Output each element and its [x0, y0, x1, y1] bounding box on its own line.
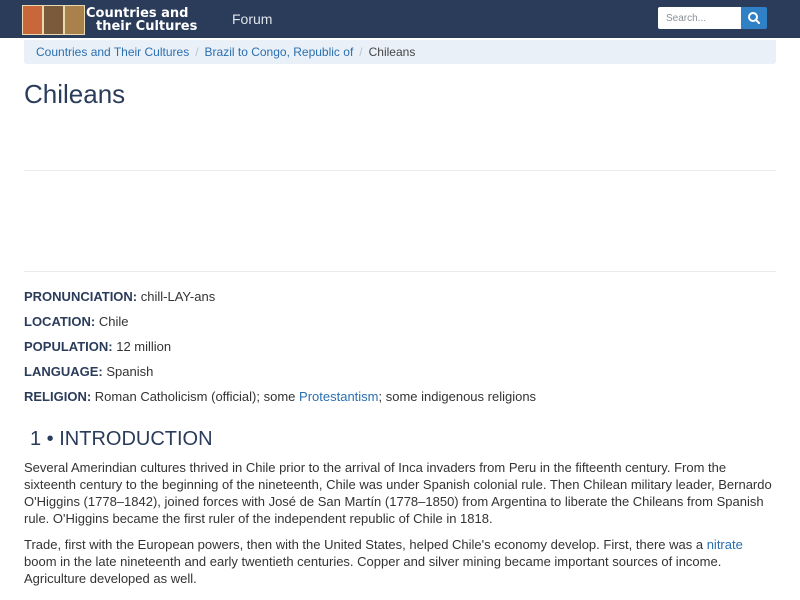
- divider: [24, 271, 776, 272]
- search-button[interactable]: [741, 7, 767, 29]
- breadcrumb-separator: /: [359, 45, 363, 59]
- logo-tile-icon: [43, 5, 64, 35]
- paragraph: Trade, first with the European powers, then with the United States, helped Chile's economy develop. First, there was a nitrate boom in the late nineteenth and early twentieth centuries. Copper and silver mining became important sources of income. Agriculture developed as well.: [24, 537, 743, 586]
- fact-pronunciation: PRONUNCIATION: chill-LAY-ans: [24, 289, 216, 304]
- breadcrumb-separator: /: [195, 45, 199, 59]
- fact-population: POPULATION: 12 million: [24, 339, 172, 354]
- fact-location: LOCATION: Chile: [24, 314, 129, 329]
- breadcrumb-item-brazil-to-congo[interactable]: Brazil to Congo, Republic of: [204, 45, 354, 59]
- logo-tile-icon: [64, 5, 85, 35]
- logo-text: Countries and their Cultures: [86, 6, 198, 34]
- breadcrumb: [24, 40, 776, 64]
- divider: [24, 170, 776, 171]
- paragraph: Several Amerindian cultures thrived in Chile prior to the arrival of Inca invaders from Peru in the fifteenth century. From the sixteenth century to the beginning of the nineteenth, Chile was under Spanish colonial rule. Then Chilean military leader, Bernardo O'Higgins (1778–1842), joined forces with José de San Martín (1778–1850) from Argentina to liberate the Chileans from Spanish rule. O'Higgins became the first ruler of the independent republic of Chile in 1818.: [24, 460, 772, 526]
- nitrate-link[interactable]: nitrate: [706, 537, 743, 552]
- breadcrumb-item-countries[interactable]: Countries and Their Cultures: [36, 45, 190, 59]
- nav-forum-link[interactable]: Forum: [232, 11, 273, 27]
- logo-tile-icon: [22, 5, 43, 35]
- site-logo[interactable]: [22, 3, 212, 37]
- protestantism-link[interactable]: Protestantism: [299, 389, 379, 404]
- fact-language: LANGUAGE: Spanish: [24, 364, 154, 379]
- section-heading: 1 • INTRODUCTION: [30, 428, 213, 450]
- search-icon: [741, 7, 767, 29]
- fact-list: [24, 289, 536, 414]
- fact-religion: RELIGION: Roman Catholicism (official); some Protestantism; some indigenous religions: [24, 389, 537, 404]
- page-title: Chileans: [24, 79, 126, 109]
- top-navbar: [0, 0, 800, 38]
- breadcrumb-current: Chileans: [368, 45, 416, 59]
